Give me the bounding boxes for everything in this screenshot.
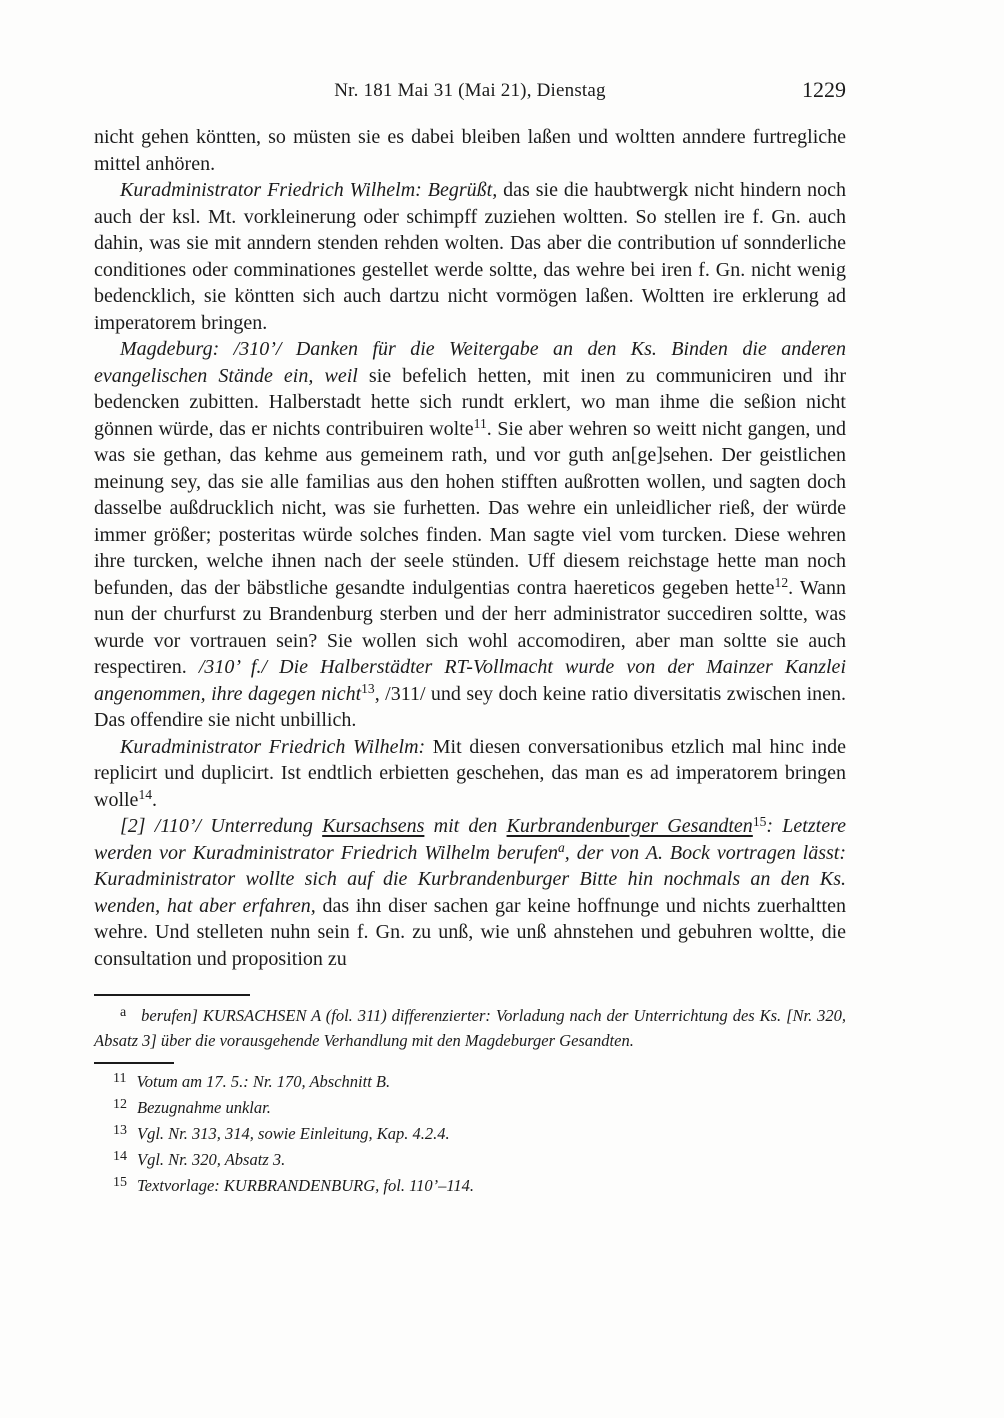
footnote <box>94 1148 846 1174</box>
footnote-marker: 14 <box>138 787 153 803</box>
footnote-text: Vgl. Nr. 320, Absatz 3. <box>137 1150 286 1169</box>
footnote-list <box>94 1070 846 1200</box>
text-segment: Mit diesen conversationibus etzlich mal hinc inde replicirt und duplicirt. Ist endtlich erbietten geschehen, das man es ad imperatorem bringen wolle <box>94 735 846 811</box>
footnote-marker: 11 <box>473 416 487 432</box>
footnote-text: Bezugnahme unklar. <box>137 1098 271 1117</box>
text-block <box>94 77 847 1200</box>
text-segment: [2] /110’/ Unterredung <box>120 815 323 837</box>
text-segment: . Sie aber wehren so weitt nicht gangen, und was sie gethan, das kehme aus gemeinem rath, und vor guth an[ge]sehen. Der geistlichen meinung sey, das sie alle familias aus den hohen stifften außrotten wollen, und sagten doch dasselbe außdrucklich nicht, was sie furhetten. Das wehre ein unleidlicher rieß, der würde immer größer; posteritas würde solches finden. Man sagte viel vom turcken. Diese wehren ihre turcken, welche ihnen nach der seele stünden. Uff diesem reichstage hette man noch befunden, das der bäbstliche gesandte indulgentias contra haereticos gegeben hette <box>94 417 846 599</box>
footnote <box>94 1174 846 1200</box>
text-segment: Magdeburg: /310’/ Danken für die Weitergabe an den Ks. Binden die anderen evangelischen Stände ein, weil <box>94 338 846 387</box>
text-segment: Kurbrandenburger Gesandten <box>506 815 753 837</box>
apparatus-note-marker: a <box>120 1005 127 1021</box>
running-head <box>94 77 846 104</box>
footnote-text: Textvorlage: KURBRANDENBURG, fol. 110’–114. <box>137 1176 475 1195</box>
footnote-number: 12 <box>113 1097 128 1113</box>
footnote-number: 13 <box>113 1123 128 1139</box>
body-text <box>94 124 846 972</box>
page-number: 1229 <box>802 77 846 102</box>
paragraph <box>94 177 846 336</box>
footnote-marker: 13 <box>361 681 375 697</box>
text-segment: das ihn diser sachen gar keine hoffnunge und nichts zuerhaltten wehre. Und stelleten nuhn sein f. Gn. zu unß, wie unß ahnstehen und gebuhren woltte, die consultation und proposition zu <box>94 894 846 970</box>
footnote-number: 15 <box>113 1175 128 1191</box>
text-segment: das sie die haubtwergk nicht hindern noch auch der ksl. Mt. vorkleinerung oder schimpff zuziehen woltten. So stellen ire f. Gn. auch dahin, was sie mit anndern stenden rehden wolten. Das aber die contribution uf sonnderliche conditiones oder comminationes gestellet werde soltte, das wehre bei iren f. Gn. nicht wenig bedencklich, sie köntten sich auch dartzu nicht vormögen laßen. Woltten ire erklerung ad imperatorem bringen. <box>94 179 847 334</box>
footnote-marker: 12 <box>774 575 789 591</box>
footnote-marker: 15 <box>752 813 767 829</box>
running-head-title: Nr. 181 Mai 31 (Mai 21), Dienstag <box>334 80 606 101</box>
text-segment: mit den <box>424 815 507 837</box>
text-segment: sie befelich hetten, mit inen zu communiciren und ihr bedencken zubitten. Halberstadt hette sich rundt erklert, wo man ihme die seßion nicht gönnen würde, das er nichts contribuiren wolte <box>94 364 846 440</box>
paragraph <box>94 734 846 814</box>
text-segment: : Letztere werden vor Kuradministrator Friedrich Wilhelm berufen <box>94 815 846 864</box>
text-segment: . Wann nun der churfurst zu Brandenburg sterben und der herr administrator succediren soltte, was wurde vor vortrauen sein? Sie wollen sich wohl accomodiren, aber man soltte sie auch respectiren. <box>94 576 846 678</box>
paragraph <box>94 124 846 177</box>
footnote-number: 14 <box>113 1149 128 1165</box>
text-segment: , der von A. Bock vortragen lässt: Kuradministrator wollte sich auf die Kurbrandenburger Bitte hin nochmals an den Ks. wenden, hat aber erfahren, <box>94 841 846 917</box>
footnote-number: 11 <box>113 1071 127 1087</box>
footnote-marker: a <box>557 840 565 856</box>
text-segment: nicht gehen köntten, so müsten sie es dabei bleiben laßen und woltten anndere furtregliche mittel anhören. <box>94 126 846 175</box>
footnote-divider <box>94 1062 174 1064</box>
paragraph <box>94 813 846 972</box>
apparatus-note-text: berufen] KURSACHSEN A (fol. 311) differenzierter: Vorladung nach der Unterrichtung des Ks. [Nr. 320, Absatz 3] über die vorausgehende Verhandlung mit den Magdeburger Gesandten. <box>94 1006 846 1050</box>
text-segment: Kuradministrator Friedrich Wilhelm: <box>120 735 426 758</box>
footnote <box>94 1122 846 1148</box>
footnote <box>94 1070 846 1096</box>
footnote <box>94 1096 846 1122</box>
text-segment: /310’ f./ Die Halberstädter RT-Vollmacht wurde von der Mainzer Kanzlei angenommen, ihre dagegen nicht <box>94 656 846 705</box>
apparatus-note <box>94 1004 846 1052</box>
text-segment: Kuradministrator Friedrich Wilhelm: Begrüßt, <box>120 179 498 201</box>
footnote-text: Vgl. Nr. 313, 314, sowie Einleitung, Kap. 4.2.4. <box>137 1124 450 1143</box>
paragraph <box>94 336 846 734</box>
text-segment: . <box>152 788 158 811</box>
text-segment: Kursachsens <box>322 815 425 837</box>
footnote-text: Votum am 17. 5.: Nr. 170, Abschnitt B. <box>136 1072 391 1091</box>
apparatus-divider <box>94 994 250 996</box>
text-segment: , /311/ und sey doch keine ratio diversitatis zwischen inen. Das offendire sie nicht unbillich. <box>94 682 846 731</box>
